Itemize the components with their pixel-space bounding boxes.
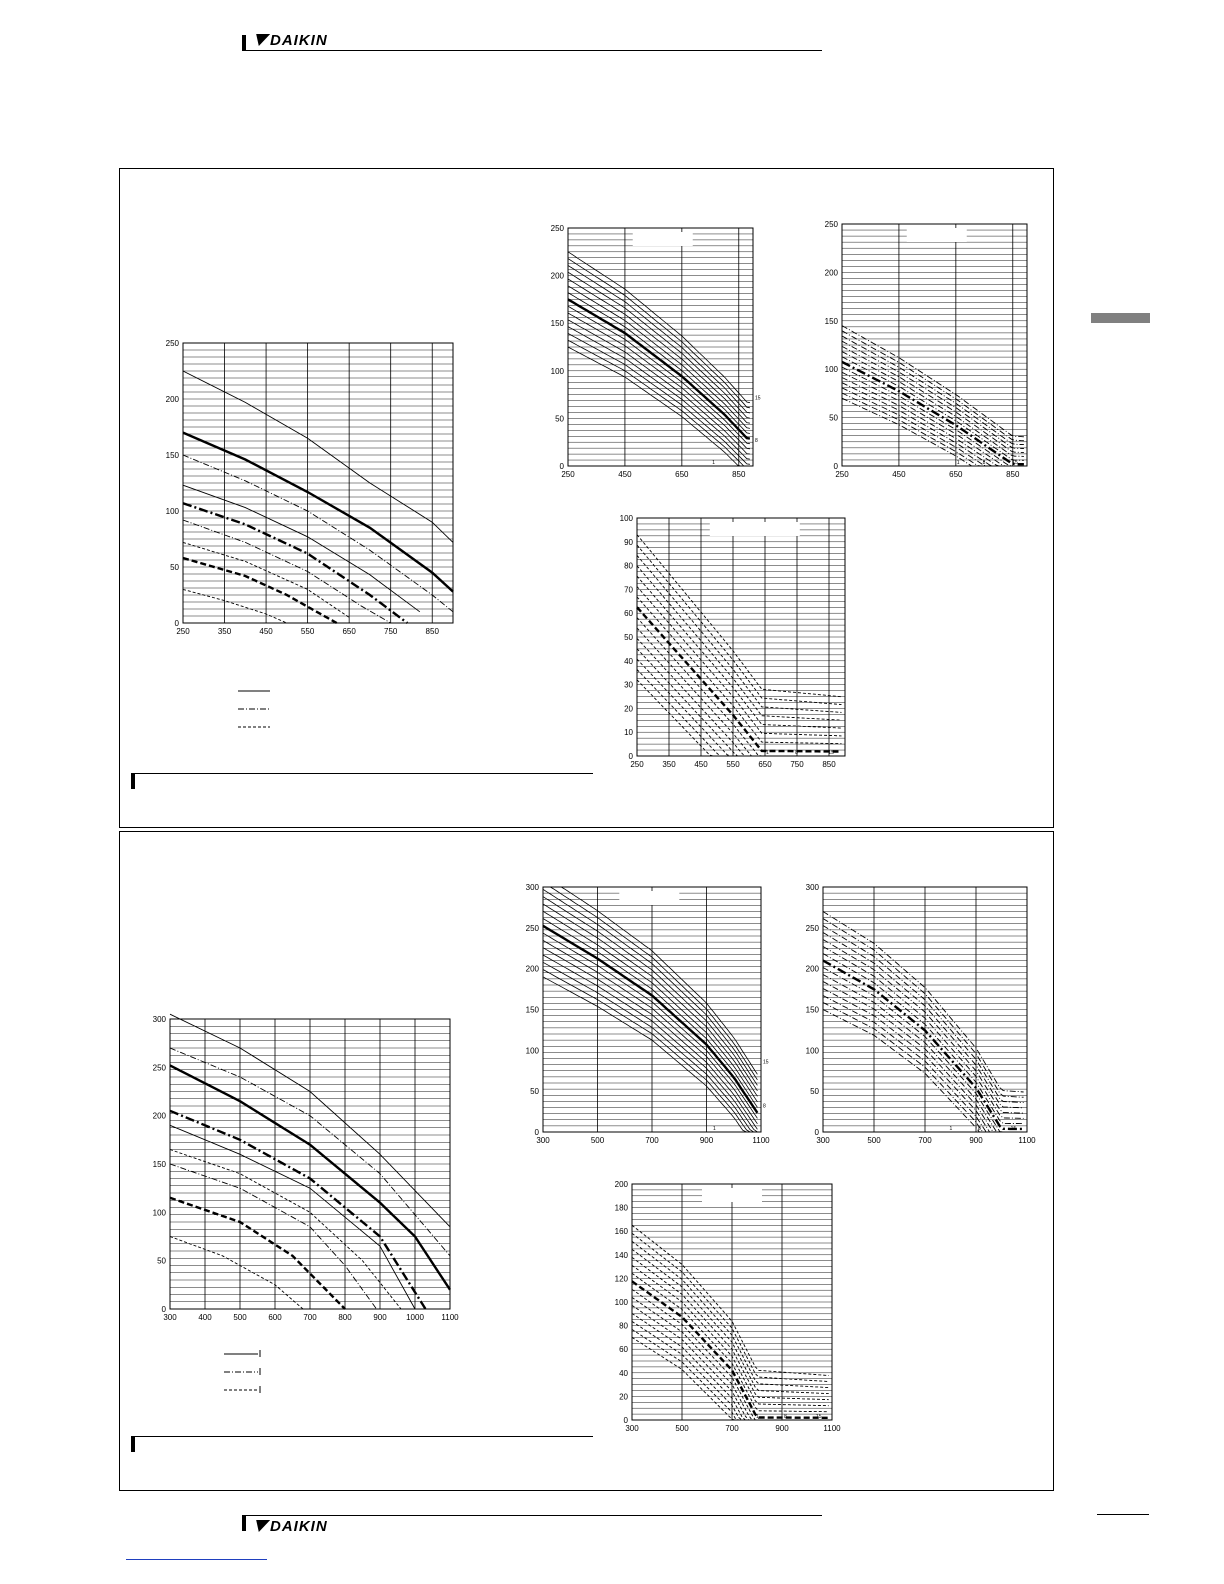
y-tick-label: 250 bbox=[805, 923, 819, 933]
x-tick-label: 550 bbox=[726, 760, 740, 769]
chart-small-bottom-1 bbox=[505, 878, 775, 1148]
legend-box bbox=[907, 228, 967, 242]
series-line bbox=[637, 545, 842, 705]
curve-index-label: 15 bbox=[828, 750, 834, 756]
x-tick-label: 1100 bbox=[441, 1313, 459, 1322]
y-tick-label: 180 bbox=[614, 1203, 628, 1213]
x-tick-label: 1100 bbox=[1018, 1136, 1036, 1145]
x-tick-label: 450 bbox=[259, 627, 273, 636]
curve-index-label: 15 bbox=[763, 1059, 769, 1066]
y-tick-label: 250 bbox=[165, 339, 179, 348]
y-tick-label: 300 bbox=[805, 883, 819, 892]
y-tick-label: 200 bbox=[550, 271, 564, 281]
series-line bbox=[183, 433, 453, 592]
x-tick-label: 250 bbox=[561, 470, 575, 479]
series-line bbox=[632, 1225, 829, 1375]
footer-rule bbox=[242, 1515, 822, 1516]
section-bar-top bbox=[131, 774, 135, 789]
x-tick-label: 700 bbox=[918, 1136, 932, 1145]
y-tick-label: 140 bbox=[614, 1250, 628, 1260]
curve-index-label: 8 bbox=[784, 1414, 787, 1420]
series-line bbox=[543, 962, 754, 1132]
series-line bbox=[568, 259, 750, 408]
curve-index-label: 15 bbox=[1012, 460, 1018, 466]
y-tick-label: 150 bbox=[525, 1005, 539, 1015]
series-line bbox=[823, 926, 1024, 1103]
series-line bbox=[842, 336, 1024, 445]
x-tick-label: 900 bbox=[373, 1313, 387, 1322]
y-tick-label: 50 bbox=[530, 1087, 539, 1097]
series-line bbox=[183, 503, 407, 623]
series-line bbox=[637, 680, 713, 756]
y-tick-label: 250 bbox=[525, 923, 539, 933]
plot-area bbox=[823, 887, 1027, 1132]
y-tick-label: 50 bbox=[170, 563, 179, 572]
page-number-rule bbox=[1097, 1514, 1149, 1515]
x-tick-label: 500 bbox=[590, 1136, 605, 1145]
curve-index-label: 1 bbox=[949, 1126, 953, 1132]
x-tick-label: 450 bbox=[694, 760, 708, 769]
footer-bar bbox=[242, 1515, 246, 1531]
y-tick-label: 0 bbox=[628, 752, 633, 761]
y-tick-label: 200 bbox=[152, 1111, 166, 1121]
x-tick-label: 450 bbox=[892, 470, 906, 479]
series-line bbox=[568, 299, 750, 438]
curve-index-label: 1 bbox=[713, 1126, 716, 1132]
legend-box bbox=[633, 232, 693, 246]
series-line bbox=[632, 1241, 829, 1387]
x-tick-label: 350 bbox=[662, 760, 676, 769]
curve-index-label: 15 bbox=[1010, 1126, 1017, 1132]
curve-index-label: 8 bbox=[978, 1126, 981, 1132]
x-tick-label: 250 bbox=[176, 627, 190, 636]
series-line bbox=[170, 1198, 345, 1309]
y-tick-label: 80 bbox=[624, 561, 633, 571]
series-group bbox=[842, 326, 1024, 466]
series-line bbox=[842, 398, 975, 466]
series-line bbox=[823, 919, 1024, 1098]
y-tick-label: 80 bbox=[619, 1321, 628, 1331]
y-tick-label: 150 bbox=[165, 451, 179, 460]
series-line bbox=[637, 628, 755, 756]
x-tick-label: 1000 bbox=[406, 1313, 424, 1322]
x-tick-label: 250 bbox=[630, 760, 644, 769]
plot-area bbox=[170, 1019, 450, 1309]
y-tick-label: 100 bbox=[619, 514, 633, 523]
y-tick-label: 50 bbox=[810, 1087, 819, 1097]
y-tick-label: 150 bbox=[550, 319, 564, 329]
section-rule-bottom bbox=[131, 1436, 593, 1437]
series-line bbox=[183, 589, 287, 623]
y-tick-label: 20 bbox=[619, 1392, 628, 1402]
footer-link-rule[interactable] bbox=[126, 1559, 267, 1560]
y-tick-label: 0 bbox=[174, 619, 179, 628]
x-tick-label: 850 bbox=[732, 470, 746, 479]
section-bar-bottom bbox=[131, 1437, 135, 1452]
y-tick-label: 0 bbox=[534, 1128, 539, 1137]
plot-area bbox=[543, 887, 761, 1132]
x-tick-label: 700 bbox=[645, 1136, 659, 1145]
series-line bbox=[568, 272, 750, 418]
y-tick-label: 160 bbox=[614, 1227, 628, 1237]
x-tick-label: 250 bbox=[835, 470, 849, 479]
chart-small-bottom-2 bbox=[785, 878, 1040, 1148]
x-tick-label: 900 bbox=[969, 1136, 983, 1145]
y-tick-label: 120 bbox=[614, 1274, 628, 1284]
y-tick-label: 0 bbox=[623, 1416, 628, 1425]
series-line bbox=[637, 659, 731, 756]
chart-main-bottom bbox=[135, 1011, 465, 1327]
curve-index-label: 8 bbox=[982, 460, 986, 466]
y-tick-label: 100 bbox=[805, 1046, 819, 1056]
x-tick-label: 300 bbox=[625, 1424, 639, 1433]
series-group bbox=[632, 1225, 829, 1420]
y-tick-label: 0 bbox=[161, 1305, 166, 1314]
x-tick-label: 500 bbox=[675, 1424, 689, 1433]
footer-logo: DAIKIN bbox=[254, 1518, 328, 1535]
y-tick-label: 150 bbox=[805, 1005, 819, 1015]
x-tick-label: 650 bbox=[342, 627, 356, 636]
plot-area bbox=[842, 224, 1027, 466]
legend-box bbox=[702, 1188, 762, 1202]
x-tick-label: 300 bbox=[536, 1136, 550, 1145]
series-line bbox=[637, 670, 720, 757]
y-tick-label: 50 bbox=[555, 414, 564, 424]
curve-index-label: 1 bbox=[756, 1414, 759, 1420]
x-tick-label: 800 bbox=[338, 1313, 352, 1322]
chart-small-bottom-3 bbox=[598, 1175, 848, 1437]
x-tick-label: 400 bbox=[198, 1313, 212, 1322]
legend-box bbox=[619, 891, 679, 905]
y-tick-label: 100 bbox=[824, 365, 838, 375]
y-tick-label: 20 bbox=[624, 704, 633, 714]
y-tick-label: 100 bbox=[550, 366, 564, 376]
y-tick-label: 200 bbox=[824, 268, 838, 278]
x-tick-label: 900 bbox=[775, 1424, 789, 1433]
y-tick-label: 0 bbox=[559, 462, 564, 471]
series-group bbox=[637, 535, 842, 756]
plot-area bbox=[637, 518, 845, 756]
curve-index-label: 15 bbox=[816, 1414, 822, 1420]
y-tick-label: 50 bbox=[157, 1256, 166, 1266]
x-tick-label: 700 bbox=[725, 1424, 739, 1433]
series-line bbox=[823, 996, 986, 1133]
x-tick-label: 300 bbox=[816, 1136, 830, 1145]
x-tick-label: 600 bbox=[268, 1313, 282, 1322]
daikin-triangle-icon bbox=[252, 34, 270, 46]
x-tick-label: 550 bbox=[300, 627, 315, 636]
curve-index-label: 1 bbox=[765, 750, 769, 756]
curve-index-label: 1 bbox=[712, 460, 716, 466]
header-logo: DAIKIN bbox=[254, 32, 328, 49]
y-tick-label: 150 bbox=[824, 316, 838, 326]
y-tick-label: 0 bbox=[814, 1128, 819, 1137]
series-line bbox=[823, 933, 1024, 1108]
x-tick-label: 850 bbox=[1006, 470, 1020, 479]
y-tick-label: 100 bbox=[525, 1046, 539, 1056]
chart-small-top-3 bbox=[600, 510, 850, 776]
x-tick-label: 300 bbox=[163, 1313, 177, 1322]
legend-box bbox=[710, 522, 800, 536]
y-tick-label: 200 bbox=[165, 395, 179, 404]
y-tick-label: 30 bbox=[624, 680, 633, 690]
y-tick-label: 150 bbox=[152, 1160, 166, 1169]
x-tick-label: 1100 bbox=[823, 1424, 841, 1433]
series-line bbox=[823, 975, 1000, 1133]
x-tick-label: 850 bbox=[425, 627, 439, 636]
y-tick-label: 300 bbox=[525, 883, 539, 892]
series-line bbox=[632, 1273, 829, 1411]
y-tick-label: 60 bbox=[619, 1345, 628, 1355]
y-tick-label: 0 bbox=[833, 462, 838, 471]
x-tick-label: 650 bbox=[758, 760, 772, 769]
series-line bbox=[632, 1249, 829, 1393]
series-line bbox=[632, 1233, 829, 1381]
x-tick-label: 850 bbox=[822, 760, 836, 769]
x-tick-label: 500 bbox=[867, 1136, 881, 1145]
y-tick-label: 60 bbox=[624, 609, 633, 619]
y-tick-label: 200 bbox=[525, 964, 539, 974]
y-tick-label: 50 bbox=[624, 633, 633, 642]
x-tick-label: 900 bbox=[699, 1136, 714, 1145]
x-tick-label: 700 bbox=[303, 1313, 317, 1322]
series-line bbox=[632, 1257, 829, 1399]
series-line bbox=[823, 947, 1024, 1119]
x-tick-label: 450 bbox=[618, 470, 632, 479]
plot-area bbox=[568, 228, 753, 466]
y-tick-label: 40 bbox=[619, 1368, 628, 1378]
x-tick-label: 1100 bbox=[752, 1136, 770, 1145]
x-tick-label: 750 bbox=[384, 627, 398, 636]
curve-index-label: 8 bbox=[795, 750, 798, 756]
x-tick-label: 750 bbox=[790, 760, 804, 769]
header-bar bbox=[242, 35, 246, 51]
y-tick-label: 200 bbox=[805, 964, 819, 974]
plot-area bbox=[183, 343, 453, 623]
y-tick-label: 40 bbox=[624, 656, 633, 666]
y-tick-label: 50 bbox=[829, 413, 838, 423]
chart-small-top-2 bbox=[805, 214, 1045, 486]
curve-index-label: 8 bbox=[763, 1103, 766, 1110]
series-line bbox=[842, 383, 993, 466]
series-line bbox=[183, 520, 391, 623]
side-tab-marker[interactable] bbox=[1091, 313, 1150, 323]
header-rule bbox=[242, 50, 822, 51]
series-line bbox=[823, 940, 1024, 1114]
y-tick-label: 300 bbox=[152, 1015, 166, 1024]
series-line bbox=[842, 372, 1005, 466]
section-rule-top bbox=[131, 773, 593, 774]
y-tick-label: 250 bbox=[824, 220, 838, 229]
series-line bbox=[568, 327, 750, 460]
series-line bbox=[637, 607, 842, 751]
series-line bbox=[823, 982, 996, 1133]
series-line bbox=[823, 912, 1024, 1093]
curve-index-label: 1 bbox=[956, 460, 960, 466]
y-tick-label: 250 bbox=[550, 224, 564, 233]
y-tick-label: 100 bbox=[614, 1298, 628, 1307]
curve-index-label: 8 bbox=[755, 438, 758, 445]
y-tick-label: 90 bbox=[624, 537, 633, 547]
y-tick-label: 250 bbox=[152, 1063, 166, 1073]
series-line bbox=[183, 455, 453, 612]
x-tick-label: 350 bbox=[217, 627, 232, 636]
legend-top bbox=[236, 684, 276, 734]
y-tick-label: 200 bbox=[614, 1180, 628, 1189]
series-line bbox=[637, 555, 842, 712]
chart-main-top bbox=[150, 335, 470, 645]
daikin-triangle-icon bbox=[252, 1520, 270, 1532]
curve-index-label: 15 bbox=[755, 395, 761, 402]
x-tick-label: 650 bbox=[675, 470, 689, 479]
y-tick-label: 100 bbox=[152, 1208, 166, 1218]
x-tick-label: 650 bbox=[949, 470, 963, 479]
x-tick-label: 500 bbox=[233, 1313, 247, 1322]
y-tick-label: 100 bbox=[165, 507, 179, 516]
legend-bottom bbox=[222, 1347, 267, 1397]
y-tick-label: 10 bbox=[624, 728, 633, 738]
chart-small-top-1 bbox=[530, 218, 770, 486]
y-tick-label: 70 bbox=[624, 585, 633, 595]
series-line bbox=[543, 887, 757, 1080]
